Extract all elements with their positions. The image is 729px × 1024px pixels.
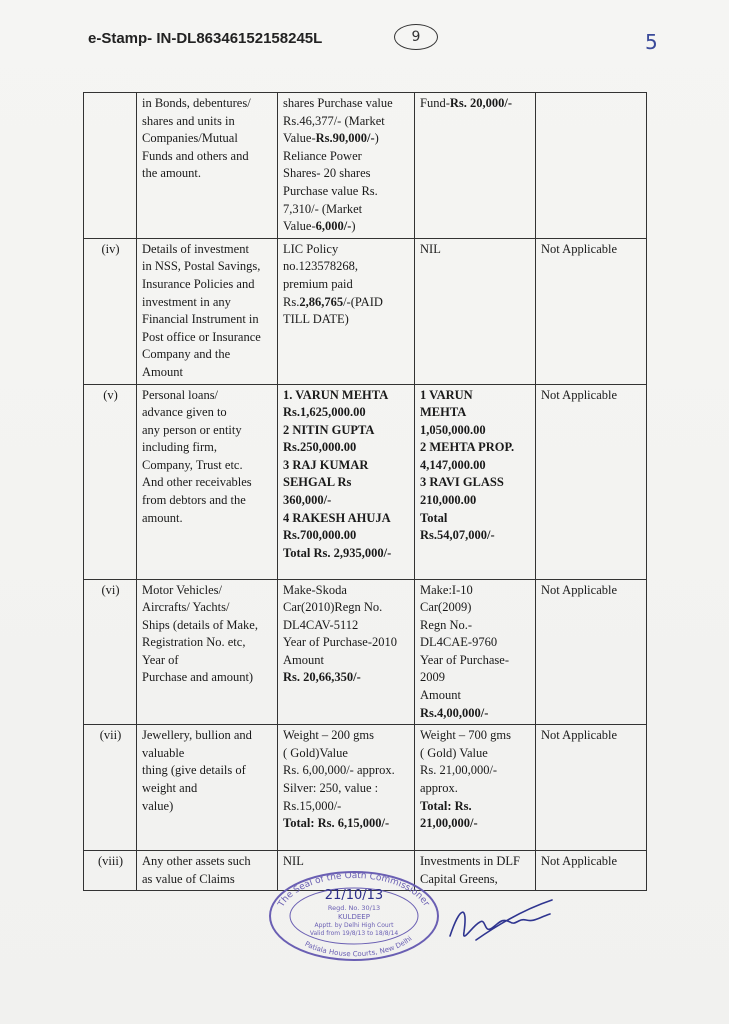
description-line: Registration No. etc, [142,635,246,650]
value-text: Total [420,510,448,525]
value-line [420,687,531,705]
value-text: shares Purchase value [283,96,393,110]
row-number: (iv) [101,241,120,256]
handwritten-page-number: 5 [645,30,658,54]
value-line [283,798,410,816]
value-text: 21,00,000/- [420,816,478,831]
table-row [84,93,647,239]
value-line [420,241,531,259]
value-line [283,457,410,475]
value-line [283,510,410,528]
seal-name: KULDEEP [338,913,370,921]
value-line [420,492,531,510]
value-text: 7,310/- (Market [283,201,363,216]
value-line [283,387,410,405]
value-text: approx. [420,781,458,796]
row-number-cell [84,384,137,579]
value-line [283,492,410,510]
value-text: 4 RAKESH AHUJA [283,510,391,525]
value-line [420,95,531,113]
description-line: Companies/Mutual [142,131,238,146]
description-line: Insurance Policies and [142,276,255,291]
value-line [283,762,410,780]
value-text: Make:I-10 [420,582,473,597]
row-number: (v) [103,387,118,402]
table-row [84,725,647,851]
value-line [283,113,410,131]
row-number-cell [84,851,137,891]
value-text: 360,000/- [283,493,332,508]
description-line: from debtors and the [142,493,246,508]
seal-arc-text: The Seal of the Oath Commissioner [276,870,432,910]
value-text: Rs. [283,294,300,309]
value-line [420,617,531,635]
oath-commissioner-seal [266,866,442,964]
value-text: Value- [283,219,316,234]
value-text: 3 RAVI GLASS [420,475,504,490]
value-text: NIL [420,241,441,256]
value-text: Rs. 20,000/- [449,96,513,110]
table-row [84,579,647,725]
description-line: Aircrafts/ Yachts/ [142,600,230,615]
value-text: Not Applicable [541,582,618,597]
dependents-value-cell [536,579,647,725]
value-text: Amount [420,688,461,703]
description-line: valuable [142,745,185,760]
value-text: Fund- [420,96,450,110]
value-text: Total Rs. 2,935,000/- [283,545,392,560]
value-line [420,599,531,617]
row-number-cell [84,93,137,239]
value-line [420,404,531,422]
value-text: Rs.700,000.00 [283,528,357,543]
value-text: Not Applicable [541,854,618,869]
value-text: premium paid [283,276,353,291]
value-line [283,669,410,687]
table-row [84,384,647,579]
self-value-cell [278,579,415,725]
value-line [541,241,642,259]
value-text: ( Gold) Value [420,745,488,760]
value-line [283,130,410,148]
value-text: Weight – 700 gms [420,728,512,743]
dependents-value-cell [536,851,647,891]
value-text: 210,000.00 [420,493,477,508]
seal-bottom-text: Patiala House Courts, New Delhi [303,934,414,959]
row-number: (viii) [98,854,123,869]
value-text: 2 NITIN GUPTA [283,422,375,437]
description-line: investment in any [142,294,231,309]
value-line [541,387,642,405]
value-text: LIC Policy [283,241,339,256]
value-text: 2009 [420,670,445,685]
description-line: Ships (details of Make, [142,617,258,632]
value-text: Shares- 20 shares [283,166,371,181]
value-line [541,582,642,600]
value-line [283,294,410,312]
value-text: Value- [283,131,316,146]
description-line: Post office or Insurance [142,329,261,344]
value-line [420,634,531,652]
value-text: 1,050,000.00 [420,422,486,437]
description-line: Motor Vehicles/ [142,582,222,597]
value-line [283,652,410,670]
value-line [283,545,410,563]
description-line: Company and the [142,347,231,362]
dependents-value-cell [536,725,647,851]
value-text: Rs.90,000/- [315,131,375,146]
value-text: 3 RAJ KUMAR [283,457,369,472]
value-line [283,780,410,798]
value-text: Investments in DLF [420,854,520,869]
value-line [283,311,410,329]
value-line [420,705,531,723]
value-text: Not Applicable [541,387,618,402]
value-text: Rs.1,625,000.00 [283,405,366,420]
description-line: Jewellery, bullion and [142,728,252,743]
value-text: Car(2009) [420,600,472,615]
value-text: DL4CAV-5112 [283,617,359,632]
value-text: Weight – 200 gms [283,728,375,743]
value-line [283,634,410,652]
value-line [283,745,410,763]
description-line: the amount. [142,166,202,181]
value-text: Rs.54,07,000/- [420,528,495,543]
value-line [420,669,531,687]
description-line: And other receivables [142,475,252,490]
value-text: Purchase value Rs. [283,183,378,198]
value-line [283,582,410,600]
description-cell [137,579,278,725]
description-line: thing (give details of [142,763,246,778]
value-text: Year of Purchase- [420,652,509,667]
self-value-cell [278,238,415,384]
description-cell [137,93,278,239]
assets-table [83,92,647,891]
value-line [283,148,410,166]
value-line [420,457,531,475]
description-line: Year of [142,652,179,667]
spouse-value-cell [415,93,536,239]
value-line [283,727,410,745]
value-line [420,422,531,440]
description-cell [137,725,278,851]
description-line: amount. [142,510,183,525]
value-text: Total: Rs. 6,15,000/- [283,816,390,831]
spouse-value-cell [415,579,536,725]
value-line [420,474,531,492]
value-text: no.123578268, [283,259,358,274]
value-text: /-(PAID [343,294,383,309]
value-line [283,439,410,457]
spouse-value-cell [415,384,536,579]
description-line: value) [142,798,174,813]
description-line: Financial Instrument in [142,312,259,327]
value-text: 6,000/- [315,219,352,234]
signature [446,896,556,952]
row-number: (vi) [101,582,120,597]
value-text: MEHTA [420,405,467,420]
description-line: as value of Claims [142,871,235,886]
value-line [420,582,531,600]
dependents-value-cell [536,238,647,384]
value-text: 1 VARUN [420,387,473,402]
circled-page-marker: 9 [394,24,438,50]
value-line [541,727,642,745]
value-text: Rs. 20,66,350/- [283,670,361,685]
self-value-cell [278,725,415,851]
description-line: including firm, [142,440,217,455]
value-text: Rs.250,000.00 [283,440,357,455]
description-line: weight and [142,781,198,796]
description-cell [137,851,278,891]
value-line [283,617,410,635]
description-line: Purchase and amount) [142,670,254,685]
description-line: in NSS, Postal Savings, [142,259,261,274]
value-text: Rs.15,000/- [283,798,342,813]
value-text: Rs.4,00,000/- [420,705,489,720]
row-number-cell [84,579,137,725]
value-text: NIL [283,854,304,869]
self-value-cell [278,93,415,239]
dependents-value-cell [536,93,647,239]
description-line: Details of investment [142,241,249,256]
value-line [283,815,410,833]
value-line [420,510,531,528]
value-text: Rs.46,377/- (Market [283,113,385,128]
value-text: Capital Greens, [420,871,498,886]
value-text: 1. VARUN MEHTA [283,387,389,402]
value-line [420,439,531,457]
value-text: Silver: 250, value : [283,781,379,796]
seal-validity: Valid from 19/8/13 to 18/8/14 [309,930,399,937]
value-line [420,780,531,798]
row-number-cell [84,238,137,384]
value-line [283,422,410,440]
value-line [420,387,531,405]
dependents-value-cell [536,384,647,579]
description-line: advance given to [142,405,227,420]
value-line [283,241,410,259]
description-line: Personal loans/ [142,387,219,402]
value-text: Not Applicable [541,241,618,256]
table-row [84,238,647,384]
value-line [420,527,531,545]
description-cell [137,384,278,579]
value-line [420,727,531,745]
value-line [283,95,410,113]
value-text: Reliance Power [283,148,362,163]
value-line [420,652,531,670]
estamp-number: e-Stamp- IN-DL86346152158245L [88,30,323,47]
value-line [283,165,410,183]
row-number-cell [84,725,137,851]
value-line [283,218,410,236]
value-line [283,201,410,219]
description-line: in Bonds, debentures/ [142,96,251,110]
description-line: shares and units in [142,113,235,128]
seal-regd: Regd. No. 30/13 [327,904,381,912]
value-line [283,404,410,422]
value-text: ( Gold)Value [283,745,348,760]
value-text: ) [351,219,356,234]
value-line [283,474,410,492]
row-number: (vii) [99,728,122,743]
self-value-cell [278,384,415,579]
value-text: Amount [283,652,324,667]
value-text: 2 MEHTA PROP. [420,440,515,455]
value-text: 2,86,765 [299,294,344,309]
value-line [283,258,410,276]
value-text: Year of Purchase-2010 [283,635,397,650]
description-line: Any other assets such [142,854,251,869]
description-line: Amount [142,364,183,379]
value-line [283,183,410,201]
value-line [541,853,642,871]
value-text: Not Applicable [541,728,618,743]
value-text: TILL DATE) [283,312,349,327]
description-line: any person or entity [142,422,242,437]
value-line [283,527,410,545]
value-text: DL4CAE-9760 [420,635,498,650]
value-line [283,276,410,294]
value-text: Regn No.- [420,617,473,632]
value-line [420,815,531,833]
description-line: Funds and others and [142,148,249,163]
spouse-value-cell [415,725,536,851]
description-line: Company, Trust etc. [142,457,243,472]
description-cell [137,238,278,384]
value-text: 4,147,000.00 [420,457,486,472]
value-text: Total: Rs. [420,798,472,813]
value-line [420,762,531,780]
value-text: ) [374,131,379,146]
value-line [283,599,410,617]
value-text: SEHGAL Rs [283,475,352,490]
value-line [420,745,531,763]
seal-date: 21/10/13 [324,888,384,903]
value-text: Rs. 21,00,000/- [420,763,498,778]
value-text: Rs. 6,00,000/- approx. [283,763,395,778]
spouse-value-cell [415,238,536,384]
value-text: Make-Skoda [283,582,347,597]
seal-appointment: Apptt. by Delhi High Court [314,922,394,929]
value-text: Car(2010)Regn No. [283,600,383,615]
value-line [420,798,531,816]
